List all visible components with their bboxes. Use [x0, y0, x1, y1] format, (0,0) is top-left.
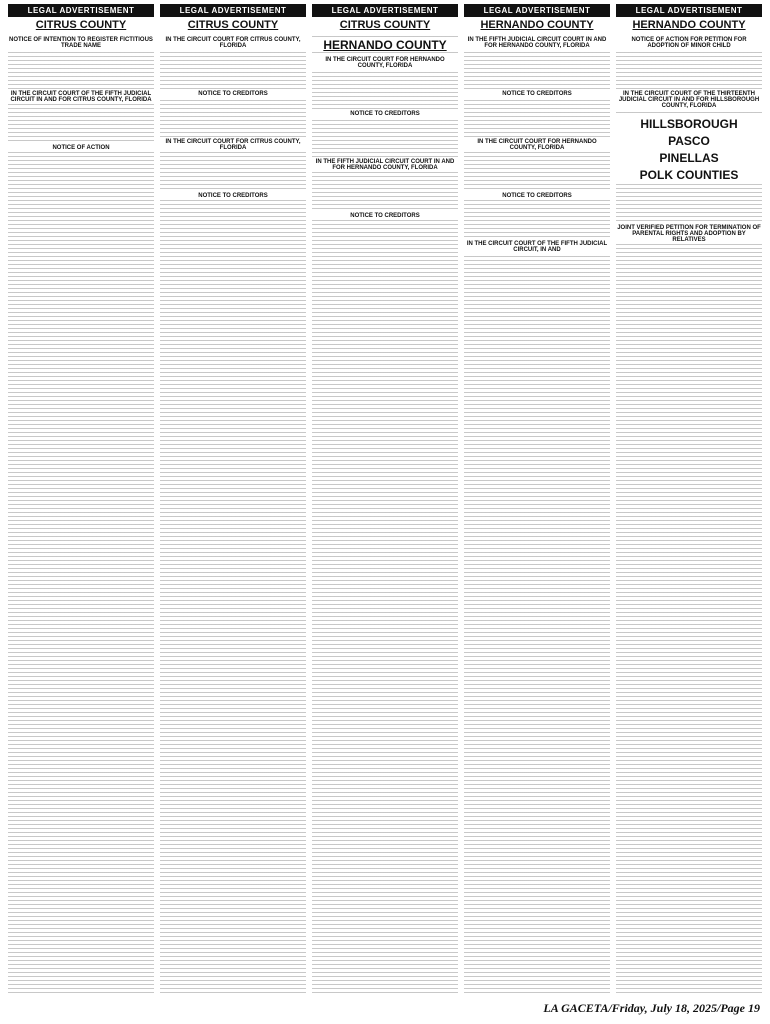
notice-body	[160, 34, 306, 994]
notice-heading: IN THE CIRCUIT COURT OF THE FIFTH JUDICIAL CIRCUIT, IN AND	[464, 240, 610, 254]
notice-heading: NOTICE OF ACTION FOR PETITION FOR ADOPTION OF MINOR CHILD	[616, 36, 762, 50]
columns	[8, 4, 762, 994]
section-title: HERNANDO COUNTY	[312, 38, 458, 52]
column-header: LEGAL ADVERTISEMENT	[616, 4, 762, 17]
column-5	[616, 4, 762, 994]
notice-heading: NOTICE OF INTENTION TO REGISTER FICTITIOUS TRADE NAME	[9, 37, 153, 49]
column-4	[464, 4, 610, 994]
county-title: HERNANDO COUNTY	[632, 19, 746, 31]
notice-heading: IN THE CIRCUIT COURT FOR HERNANDO COUNTY, FLORIDA	[464, 138, 610, 152]
notice-heading: IN THE CIRCUIT COURT OF THE THIRTEENTH JUDICIAL CIRCUIT IN AND FOR HILLSBOROUGH COUNTY, FLORIDA	[616, 90, 762, 110]
column-header: LEGAL ADVERTISEMENT	[312, 4, 458, 17]
page-footer: LA GACETA/Friday, July 18, 2025/Page 19	[543, 1001, 760, 1015]
notice-heading: NOTICE TO CREDITORS	[160, 90, 306, 98]
section-title-line: PINELLAS	[659, 151, 719, 165]
notice-heading: NOTICE TO CREDITORS	[464, 192, 610, 200]
section-title-line: PASCO	[668, 134, 710, 148]
column-3	[312, 4, 458, 994]
column-header: LEGAL ADVERTISEMENT	[160, 4, 306, 17]
notice-heading: NOTICE TO CREDITORS	[312, 110, 458, 118]
section-title-line: HILLSBOROUGH	[640, 117, 738, 131]
county-title: CITRUS COUNTY	[339, 19, 431, 31]
section-title-stack	[616, 116, 762, 184]
notice-body	[464, 34, 610, 994]
column-2	[160, 4, 306, 994]
county-title: CITRUS COUNTY	[35, 19, 127, 31]
section-title-line: POLK COUNTIES	[639, 168, 739, 182]
notice-heading: NOTICE TO CREDITORS	[312, 212, 458, 220]
column-header: LEGAL ADVERTISEMENT	[8, 4, 154, 17]
fine-print	[160, 34, 306, 994]
notice-body	[616, 34, 762, 994]
fine-print	[8, 34, 154, 994]
notice-heading: IN THE CIRCUIT COURT OF THE FIFTH JUDICIAL CIRCUIT IN AND FOR CITRUS COUNTY, FLORIDA	[8, 90, 154, 104]
column-1	[8, 4, 154, 994]
notice-heading: NOTICE OF ACTION	[8, 144, 154, 152]
notice-heading: IN THE CIRCUIT COURT FOR HERNANDO COUNTY, FLORIDA	[312, 56, 458, 70]
fine-print	[464, 34, 610, 994]
notice-heading: IN THE FIFTH JUDICIAL CIRCUIT COURT IN AND FOR HERNANDO COUNTY, FLORIDA	[312, 158, 458, 172]
notice-heading: IN THE FIFTH JUDICIAL CIRCUIT COURT IN AND FOR HERNANDO COUNTY, FLORIDA	[464, 36, 610, 50]
notice-heading: IN THE CIRCUIT COURT FOR CITRUS COUNTY, FLORIDA	[160, 138, 306, 152]
county-title: CITRUS COUNTY	[187, 19, 279, 31]
fine-print	[312, 34, 458, 994]
notice-body	[8, 34, 154, 994]
notice-body	[312, 34, 458, 994]
notice-heading: IN THE CIRCUIT COURT FOR CITRUS COUNTY, FLORIDA	[160, 36, 306, 50]
column-header: LEGAL ADVERTISEMENT	[464, 4, 610, 17]
notice-heading: JOINT VERIFIED PETITION FOR TERMINATION OF PARENTAL RIGHTS AND ADOPTION BY RELATIVES	[617, 225, 761, 243]
notice-heading: NOTICE TO CREDITORS	[464, 90, 610, 98]
notice-heading: NOTICE TO CREDITORS	[160, 192, 306, 200]
county-title: HERNANDO COUNTY	[480, 19, 594, 31]
